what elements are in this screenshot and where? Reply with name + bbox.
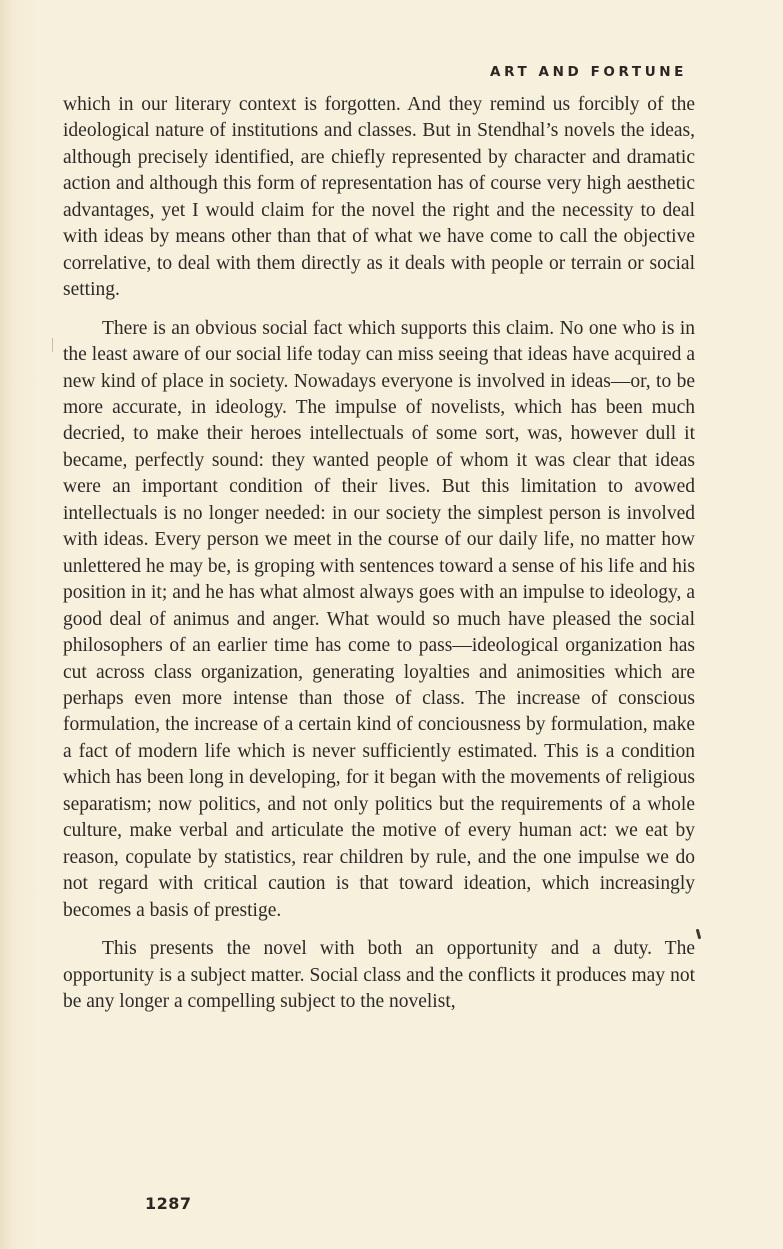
paragraph-3: This presents the novel with both an opportunity and a duty. The opportunity is a subject matter. Social class and the conflicts it produces may not be any longer a compelling subject to the novelist, bbox=[63, 938, 695, 1012]
body-text bbox=[63, 92, 695, 1015]
running-head: ART AND FORTUNE bbox=[490, 64, 687, 80]
stray-ink-mark bbox=[696, 929, 701, 939]
paragraph-2: There is an obvious social fact which supports this claim. No one who is in the least aware of our social life today can miss seeing that ideas have acquired a new kind of place in society. Nowadays everyone is involved in ideas—or, to be more accurate, in ideology. The impulse of novelists, which has been much decried, to make their heroes intellectuals of some sort, was, however dull it became, perfectly sound: they wanted people of whom it was clear that ideas were an important condition of their lives. But this limitation to avowed intellectuals is no longer needed: in our society the simplest person is involved with ideas. Every person we meet in the course of our daily life, no matter how unlettered he may be, is groping with sentences toward a sense of his life and his position in it; and he has what almost always goes with an impulse to ideology, a good deal of animus and anger. What would so much have pleased the social philosophers of an earlier time has come to pass—ideological organization has cut across class organization, generating loyalties and animosities which are perhaps even more intense than those of class. The increase of conscious formulation, the increase of a certain kind of conciousness by formulation, make a fact of modern life which is never sufficiently estimated. This is a condition which has been long in developing, for it began with the movements of religious separatism; now politics, and not only politics but the requirements of a whole culture, make verbal and articulate the motive of every human act: we eat by reason, copulate by statistics, rear children by rule, and the one impulse we do not regard with critical caution is that toward ideation, which increasingly becomes a basis of prestige. bbox=[63, 317, 695, 921]
page-number: 1287 bbox=[145, 1194, 192, 1213]
margin-mark bbox=[52, 338, 53, 352]
paragraph-1: which in our literary context is forgotten. And they remind us forcibly of the ideological nature of institutions and classes. But in Stendhal’s novels the ideas, although precisely identified, are chiefly represented by character and dramatic action and although this form of representation has of course very high aesthetic advantages, yet I would claim for the novel the right and the necessity to deal with ideas by means other than that of what we have come to call the objective correlative, to deal with them directly as it deals with people or terrain or social setting. bbox=[63, 94, 695, 301]
